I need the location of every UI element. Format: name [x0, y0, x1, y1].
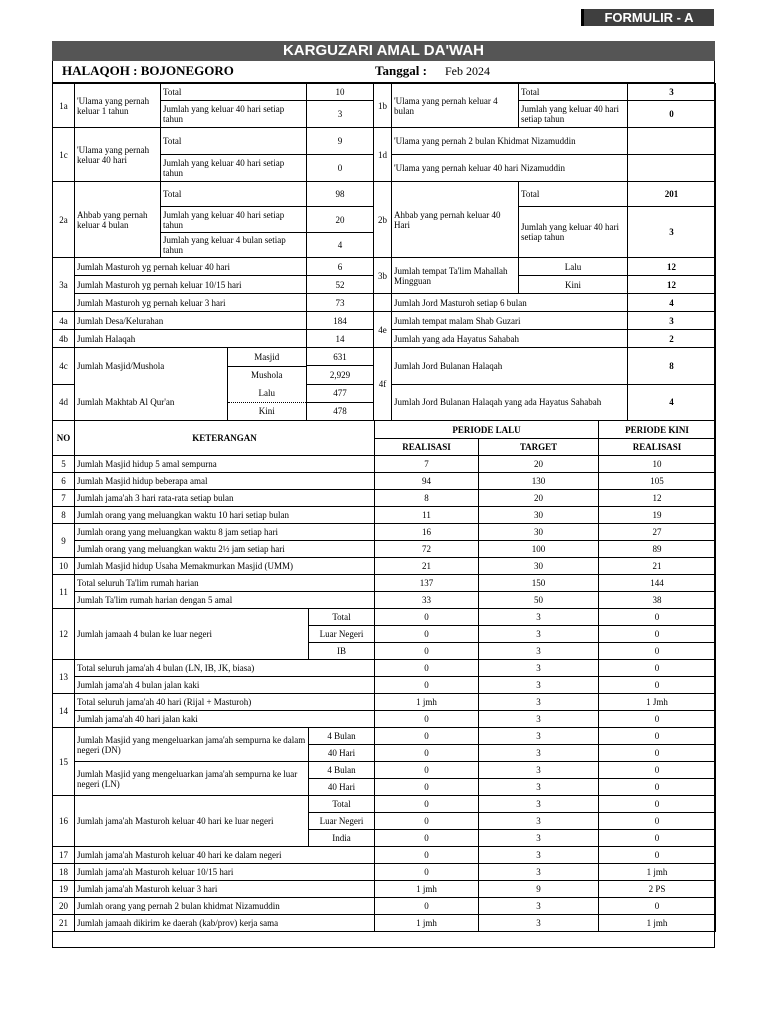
cell-target: 3 [479, 643, 599, 660]
row-value: 3 [628, 312, 716, 330]
cell-target: 3 [479, 915, 599, 932]
row-label: Jumlah Jord Masturoh setiap 6 bulan [392, 294, 628, 312]
row-sublabel: Total [161, 84, 307, 101]
cell-kini: 27 [599, 524, 716, 541]
row-value: 6 [307, 258, 374, 276]
row-label: Jumlah Masjid yang mengeluarkan jama'ah sempurna ke dalam negeri (DN) [75, 728, 309, 762]
header-target: TARGET [479, 439, 599, 456]
cell-kini: 0 [599, 898, 716, 915]
cell-target: 50 [479, 592, 599, 609]
row-value: 0 [628, 101, 716, 128]
row-value: 98 [307, 182, 374, 207]
cell-realisasi: 21 [375, 558, 479, 575]
cell-realisasi: 33 [375, 592, 479, 609]
row-value: 201 [628, 182, 716, 207]
row-no: 18 [53, 864, 75, 881]
cell-target: 3 [479, 864, 599, 881]
cell-realisasi: 11 [375, 507, 479, 524]
cell-target: 3 [479, 898, 599, 915]
row-sublabel: Total [519, 84, 628, 101]
row-no: 3b [374, 258, 392, 294]
cell-target: 3 [479, 609, 599, 626]
row-sublabel: 4 Bulan [309, 762, 375, 779]
tanggal-label: Tanggal : [375, 63, 427, 78]
header-realisasi-kini: REALISASI [599, 439, 716, 456]
row-no: 19 [53, 881, 75, 898]
row-label: Total seluruh jama'ah 4 bulan (LN, IB, JK, biasa) [75, 660, 375, 677]
row-label: Jumlah tempat Ta'lim Mahallah Mingguan [392, 258, 519, 294]
row-label: Jumlah Masturoh yg pernah keluar 3 hari [75, 294, 307, 312]
row-sublabel: Kini [519, 276, 628, 294]
cell-realisasi: 0 [375, 728, 479, 745]
row-label: Jumlah orang yang meluangkan waktu 2½ jam setiap hari [75, 541, 375, 558]
row-no: 4f [374, 348, 392, 421]
row-sublabel: Jumlah yang keluar 40 hari setiap tahun [161, 207, 307, 233]
cell-kini: 0 [599, 779, 716, 796]
row-label: Jumlah jama'ah 40 hari jalan kaki [75, 711, 375, 728]
row-value: 184 [307, 312, 374, 330]
cell-target: 3 [479, 694, 599, 711]
cell-realisasi: 0 [375, 898, 479, 915]
cell-realisasi: 1 jmh [375, 915, 479, 932]
row-label: Jumlah Masjid hidup 5 amal sempurna [75, 456, 375, 473]
row-label: Jumlah Jord Bulanan Halaqah yang ada Hayatus Sahabah [392, 384, 628, 420]
row-no: 11 [53, 575, 75, 609]
cell-target: 3 [479, 728, 599, 745]
header-periode-kini: PERIODE KINI [599, 421, 716, 439]
split-cell [75, 384, 307, 420]
row-sublabel: Jumlah yang keluar 40 hari setiap tahun [161, 155, 307, 182]
row-value: 12 [628, 258, 716, 276]
activity-table [52, 420, 716, 932]
row-sublabel: Jumlah yang keluar 40 hari setiap tahun [519, 207, 628, 258]
row-sublabel: Mushola [251, 370, 283, 381]
row-sublabel: Lalu [519, 258, 628, 276]
cell-kini: 10 [599, 456, 716, 473]
cell-target: 3 [479, 677, 599, 694]
row-sublabel: Jumlah yang keluar 40 hari setiap tahun [161, 101, 307, 128]
row-value: 20 [307, 207, 374, 233]
cell-kini: 0 [599, 762, 716, 779]
cell-kini: 0 [599, 711, 716, 728]
row-label: Jumlah Masjid yang mengeluarkan jama'ah sempurna ke luar negeri (LN) [75, 762, 309, 796]
row-label: Jumlah jama'ah 3 hari rata-rata setiap bulan [75, 490, 375, 507]
row-value: 2,929 [307, 366, 374, 384]
cell-realisasi: 0 [375, 830, 479, 847]
cell-target: 3 [479, 745, 599, 762]
row-label: Jumlah jamaah dikirim ke daerah (kab/prov) kerja sama [75, 915, 375, 932]
cell-realisasi: 137 [375, 575, 479, 592]
row-label: Jumlah jama'ah 4 bulan jalan kaki [75, 677, 375, 694]
cell-realisasi: 0 [375, 762, 479, 779]
cell-target: 30 [479, 507, 599, 524]
cell-target: 9 [479, 881, 599, 898]
row-sublabel: Total [161, 128, 307, 155]
cell-kini: 1 Jmh [599, 694, 716, 711]
row-sublabel: India [309, 830, 375, 847]
cell-target: 3 [479, 660, 599, 677]
cell-realisasi: 0 [375, 745, 479, 762]
cell-realisasi: 0 [375, 660, 479, 677]
row-label: Jumlah Masjid hidup beberapa amal [75, 473, 375, 490]
cell-realisasi: 7 [375, 456, 479, 473]
cell-target: 30 [479, 558, 599, 575]
row-no: 3a [53, 258, 75, 312]
cell-realisasi: 0 [375, 677, 479, 694]
row-value: 4 [628, 294, 716, 312]
cell-kini: 2 PS [599, 881, 716, 898]
cell-kini: 105 [599, 473, 716, 490]
cell-kini: 0 [599, 830, 716, 847]
cell-realisasi: 1 jmh [375, 694, 479, 711]
row-no: 9 [53, 524, 75, 558]
row-label: Jumlah orang yang meluangkan waktu 8 jam setiap hari [75, 524, 375, 541]
row-no: 21 [53, 915, 75, 932]
row-no: 4d [53, 384, 75, 420]
row-value: 631 [307, 348, 374, 366]
row-no: 4b [53, 330, 75, 348]
cell-kini: 89 [599, 541, 716, 558]
row-no: 20 [53, 898, 75, 915]
cell-kini: 0 [599, 813, 716, 830]
row-label: Total seluruh jama'ah 40 hari (Rijal + Masturoh) [75, 694, 375, 711]
row-value: 8 [628, 348, 716, 385]
cell-target: 3 [479, 626, 599, 643]
cell-realisasi: 0 [375, 864, 479, 881]
summary-table [52, 83, 716, 421]
row-sublabel: 4 Bulan [309, 728, 375, 745]
cell-realisasi: 8 [375, 490, 479, 507]
cell-realisasi: 0 [375, 643, 479, 660]
header-no: NO [53, 421, 75, 456]
row-sublabel: IB [309, 643, 375, 660]
row-label: Jumlah Halaqah [75, 330, 307, 348]
cell-kini: 0 [599, 660, 716, 677]
row-sublabel: Total [519, 182, 628, 207]
header-row [52, 61, 715, 83]
row-sublabel: Total [161, 182, 307, 207]
header-keterangan: KETERANGAN [75, 421, 375, 456]
row-label: Jumlah tempat malam Shab Guzari [392, 312, 628, 330]
row-value: 478 [307, 402, 374, 420]
cell-target: 3 [479, 779, 599, 796]
cell-kini: 144 [599, 575, 716, 592]
row-value: 0 [307, 155, 374, 182]
row-sublabel: Jumlah yang keluar 4 bulan setiap tahun [161, 233, 307, 258]
row-label: Jumlah jama'ah Masturoh keluar 40 hari ke luar negeri [75, 796, 309, 847]
row-label: 'Ulama yang pernah 2 bulan Khidmat Nizamuddin [392, 128, 628, 155]
row-no: 1a [53, 84, 75, 128]
header-realisasi: REALISASI [375, 439, 479, 456]
row-label: Jumlah Ta'lim rumah harian dengan 5 amal [75, 592, 375, 609]
row-label: Ahbab yang pernah keluar 40 Hari [392, 182, 519, 258]
row-value: 2 [628, 330, 716, 348]
row-sublabel: Luar Negeri [309, 813, 375, 830]
row-value [628, 128, 716, 155]
row-no [374, 294, 392, 312]
row-no: 13 [53, 660, 75, 694]
cell-realisasi: 0 [375, 813, 479, 830]
form-tag: FORMULIR - A [581, 9, 714, 26]
cell-kini: 1 jmh [599, 864, 716, 881]
row-no: 1c [53, 128, 75, 182]
cell-realisasi: 0 [375, 796, 479, 813]
cell-kini: 0 [599, 745, 716, 762]
row-label: Jumlah Masjid hidup Usaha Memakmurkan Masjid (UMM) [75, 558, 375, 575]
cell-realisasi: 72 [375, 541, 479, 558]
cell-kini: 21 [599, 558, 716, 575]
row-label: Jumlah Makhtab Al Qur'an [75, 384, 227, 420]
cell-realisasi: 0 [375, 711, 479, 728]
row-value: 12 [628, 276, 716, 294]
cell-kini: 0 [599, 609, 716, 626]
cell-realisasi: 0 [375, 779, 479, 796]
row-value: 4 [628, 384, 716, 420]
cell-kini: 12 [599, 490, 716, 507]
tanggal-value: Feb 2024 [445, 64, 490, 78]
cell-target: 20 [479, 456, 599, 473]
row-label: 'Ulama yang pernah keluar 1 tahun [75, 84, 161, 128]
row-sublabel: Total [309, 609, 375, 626]
row-sublabel: 40 Hari [309, 779, 375, 796]
cell-target: 30 [479, 524, 599, 541]
cell-target: 3 [479, 762, 599, 779]
cell-realisasi: 0 [375, 609, 479, 626]
row-label: Jumlah jama'ah Masturoh keluar 3 hari [75, 881, 375, 898]
row-no: 15 [53, 728, 75, 796]
row-sublabel: Masjid [227, 348, 306, 366]
cell-target: 3 [479, 711, 599, 728]
cell-kini: 1 jmh [599, 915, 716, 932]
row-no: 10 [53, 558, 75, 575]
row-value: 3 [307, 101, 374, 128]
row-no: 2b [374, 182, 392, 258]
row-sublabel: Luar Negeri [309, 626, 375, 643]
row-value: 4 [307, 233, 374, 258]
row-no: 2a [53, 182, 75, 258]
row-label: Jumlah Desa/Kelurahan [75, 312, 307, 330]
split-cell [75, 348, 307, 385]
row-value: 3 [628, 207, 716, 258]
cell-kini: 19 [599, 507, 716, 524]
cell-target: 3 [479, 796, 599, 813]
row-no: 16 [53, 796, 75, 847]
row-sublabel: Kini [258, 406, 275, 417]
halaqoh-label: HALAQOH : BOJONEGORO [62, 63, 234, 78]
row-value: 52 [307, 276, 374, 294]
row-sublabel: Lalu [227, 384, 306, 402]
cell-target: 3 [479, 847, 599, 864]
form-title: KARGUZARI AMAL DA'WAH [52, 41, 715, 61]
cell-kini: 0 [599, 626, 716, 643]
row-label: Total seluruh Ta'lim rumah harian [75, 575, 375, 592]
row-no: 17 [53, 847, 75, 864]
row-no: 4c [53, 348, 75, 385]
cell-realisasi: 16 [375, 524, 479, 541]
cell-kini: 0 [599, 728, 716, 745]
row-value: 9 [307, 128, 374, 155]
row-no: 4e [374, 312, 392, 348]
row-label: Jumlah jama'ah Masturoh keluar 10/15 hari [75, 864, 375, 881]
row-label: Jumlah jama'ah Masturoh keluar 40 hari ke dalam negeri [75, 847, 375, 864]
row-label: Jumlah orang yang pernah 2 bulan khidmat Nizamuddin [75, 898, 375, 915]
row-label: Jumlah Masjid/Mushola [75, 348, 227, 384]
cell-realisasi: 0 [375, 626, 479, 643]
cell-target: 3 [479, 830, 599, 847]
cell-target: 150 [479, 575, 599, 592]
row-value: 477 [307, 384, 374, 402]
cell-target: 130 [479, 473, 599, 490]
cell-realisasi: 94 [375, 473, 479, 490]
row-label: Jumlah Masturoh yg pernah keluar 40 hari [75, 258, 307, 276]
row-no: 7 [53, 490, 75, 507]
row-sublabel: Jumlah yang keluar 40 hari setiap tahun [519, 101, 628, 128]
cell-kini: 0 [599, 847, 716, 864]
row-label: Jumlah Masturoh yg pernah keluar 10/15 hari [75, 276, 307, 294]
cell-target: 100 [479, 541, 599, 558]
row-no: 1b [374, 84, 392, 128]
row-label: 'Ulama yang pernah keluar 4 bulan [392, 84, 519, 128]
row-value: 10 [307, 84, 374, 101]
row-no: 1d [374, 128, 392, 182]
row-label: Jumlah yang ada Hayatus Sahabah [392, 330, 628, 348]
row-no: 5 [53, 456, 75, 473]
row-no: 4a [53, 312, 75, 330]
row-sublabel: Total [309, 796, 375, 813]
cell-target: 20 [479, 490, 599, 507]
row-value: 73 [307, 294, 374, 312]
row-no: 12 [53, 609, 75, 660]
row-label: Jumlah Jord Bulanan Halaqah [392, 348, 628, 385]
row-label: Jumlah orang yang meluangkan waktu 10 hari setiap bulan [75, 507, 375, 524]
header-periode-lalu: PERIODE LALU [375, 421, 599, 439]
row-value: 14 [307, 330, 374, 348]
row-label: 'Ulama yang pernah keluar 40 hari Nizamuddin [392, 155, 628, 182]
row-value [628, 155, 716, 182]
row-label: Jumlah jamaah 4 bulan ke luar negeri [75, 609, 309, 660]
cell-realisasi: 1 jmh [375, 881, 479, 898]
row-no: 6 [53, 473, 75, 490]
row-no: 14 [53, 694, 75, 728]
cell-kini: 0 [599, 677, 716, 694]
cell-realisasi: 0 [375, 847, 479, 864]
row-sublabel: 40 Hari [309, 745, 375, 762]
cell-kini: 0 [599, 796, 716, 813]
row-label: 'Ulama yang pernah keluar 40 hari [75, 128, 161, 182]
row-no: 8 [53, 507, 75, 524]
row-value: 3 [628, 84, 716, 101]
cell-target: 3 [479, 813, 599, 830]
cell-kini: 38 [599, 592, 716, 609]
row-label: Ahbab yang pernah keluar 4 bulan [75, 182, 161, 258]
cell-kini: 0 [599, 643, 716, 660]
